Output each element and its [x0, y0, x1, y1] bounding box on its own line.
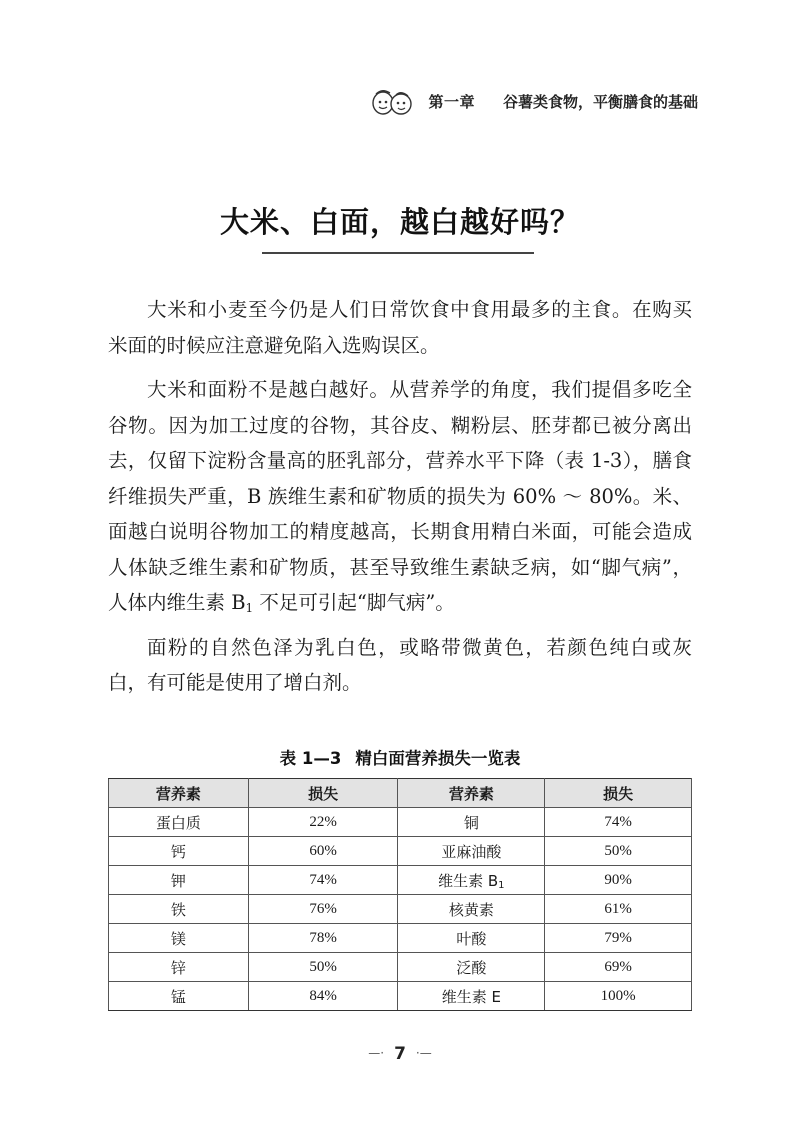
title-underline	[262, 252, 534, 254]
loss-cell: 69%	[545, 953, 692, 982]
paragraph-2-tail: 不足可引起“脚气病”。	[253, 591, 455, 614]
table-caption-number: 表 1—3	[279, 749, 342, 768]
table-row	[109, 895, 692, 924]
paragraph-1: 大米和小麦至今仍是人们日常饮食中食用最多的主食。在购买米面的时候应注意避免陷入选购误区。	[108, 298, 692, 357]
nutrient-subscript: 1	[498, 879, 505, 891]
header-loss-1: 损失	[248, 779, 398, 808]
paragraph-2-main: 大米和面粉不是越白越好。从营养学的角度，我们提倡多吃全谷物。因为加工过度的谷物，其谷皮、糊粉层、胚芽都已被分离出去，仅留下淀粉含量高的胚乳部分，营养水平下降（表 1-3），膳食纤维损失严重，B 族维生素和矿物质的损失为 60% ～ 80%。米、面越白说明谷物加工的精度越高，长期食用精白米面，可能会造成人体缺乏维生素和矿物质，甚至导致维生素缺乏病，如“脚气病”，人体内维生素 B	[108, 378, 692, 614]
nutrient-cell: 铜	[398, 808, 545, 837]
table-row	[109, 837, 692, 866]
table-row	[109, 953, 692, 982]
paragraph-2	[108, 372, 692, 621]
loss-cell: 100%	[545, 982, 692, 1011]
running-header	[370, 84, 698, 118]
nutrient-loss-table	[108, 778, 692, 1011]
paragraph-2-subscript: 1	[245, 601, 254, 615]
table-row	[109, 866, 692, 895]
page-number-dash-left: —·	[368, 1046, 385, 1060]
loss-cell: 74%	[248, 866, 398, 895]
nutrient-cell: 叶酸	[398, 924, 545, 953]
cartoon-food-mascot-icon	[370, 84, 414, 118]
chapter-subtitle: 谷薯类食物，平衡膳食的基础	[502, 92, 698, 111]
loss-cell: 60%	[248, 837, 398, 866]
chapter-label: 第一章	[428, 92, 475, 111]
nutrient-cell: 锰	[109, 982, 249, 1011]
nutrient-cell: 泛酸	[398, 953, 545, 982]
nutrient-cell: 钙	[109, 837, 249, 866]
page-number-footer	[0, 1044, 800, 1064]
table-row	[109, 924, 692, 953]
loss-cell: 74%	[545, 808, 692, 837]
page-number: 7	[394, 1044, 406, 1064]
loss-cell: 76%	[248, 895, 398, 924]
nutrient-cell: 镁	[109, 924, 249, 953]
loss-cell: 22%	[248, 808, 398, 837]
nutrient-cell: 维生素 E	[398, 982, 545, 1011]
loss-cell: 78%	[248, 924, 398, 953]
table-caption	[0, 745, 800, 769]
loss-cell: 61%	[545, 895, 692, 924]
nutrient-cell: 铁	[109, 895, 249, 924]
table-header-row	[109, 779, 692, 808]
nutrient-cell: 锌	[109, 953, 249, 982]
loss-cell: 79%	[545, 924, 692, 953]
table-row	[109, 982, 692, 1011]
page-number-dash-right: ·—	[415, 1046, 432, 1060]
nutrient-cell: 亚麻油酸	[398, 837, 545, 866]
header-loss-2: 损失	[545, 779, 692, 808]
nutrient-name: 维生素 B	[438, 871, 499, 890]
table-row	[109, 808, 692, 837]
table-caption-title: 精白面营养损失一览表	[355, 749, 521, 768]
loss-cell: 90%	[545, 866, 692, 895]
nutrient-cell: 蛋白质	[109, 808, 249, 837]
article-title: 大米、白面，越白越好吗？	[219, 205, 580, 239]
header-nutrient-1: 营养素	[109, 779, 249, 808]
loss-cell: 84%	[248, 982, 398, 1011]
loss-cell: 50%	[545, 837, 692, 866]
loss-cell: 50%	[248, 953, 398, 982]
header-nutrient-2: 营养素	[398, 779, 545, 808]
nutrient-cell	[398, 866, 545, 895]
nutrient-cell: 钾	[109, 866, 249, 895]
article-body	[108, 292, 692, 710]
paragraph-3: 面粉的自然色泽为乳白色，或略带微黄色，若颜色纯白或灰白，有可能是使用了增白剂。	[108, 635, 692, 694]
nutrient-cell: 核黄素	[398, 895, 545, 924]
